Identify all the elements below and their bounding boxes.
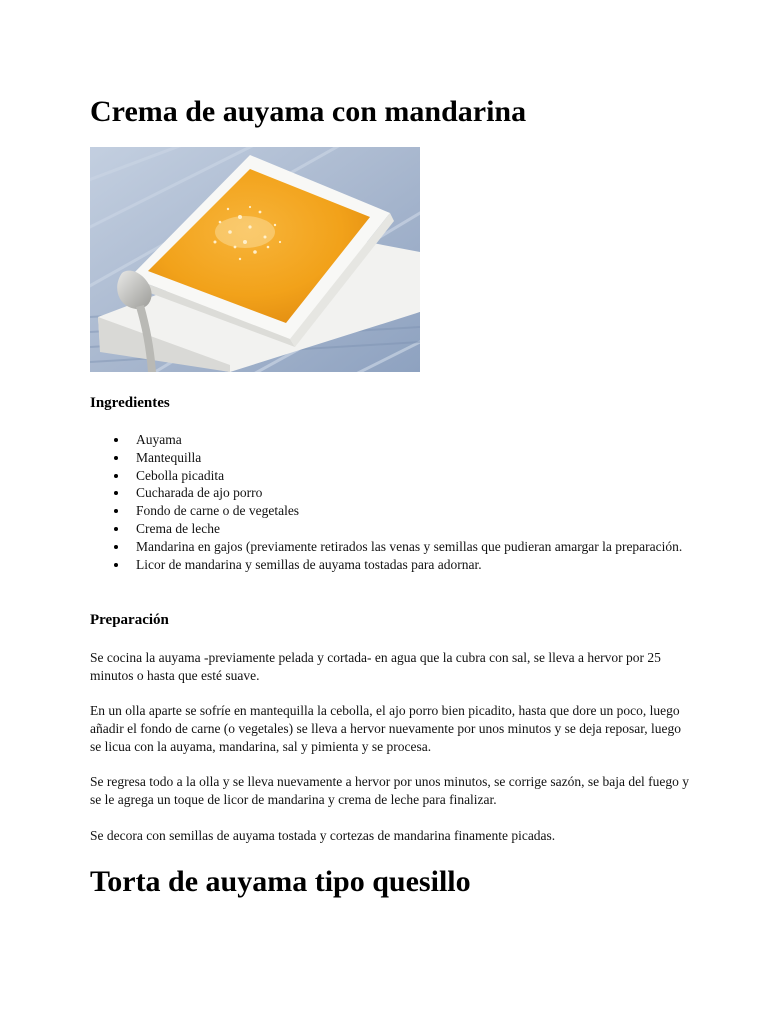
soup-bowl-illustration [90, 147, 420, 372]
ingredients-heading: Ingredientes [90, 395, 170, 411]
ingredient-item: Mandarina en gajos (previamente retirados las venas y semillas que pudieran amargar la preparación. [90, 538, 690, 556]
ingredient-item: Cebolla picadita [90, 467, 690, 485]
ingredient-item: Mantequilla [90, 449, 690, 467]
soup-photo [90, 147, 420, 372]
preparation-paragraph: Se cocina la auyama -previamente pelada y cortada- en agua que la cubra con sal, se lleva a hervor por 25 minutos o hasta que esté suave. [90, 650, 661, 683]
second-recipe-title: Torta de auyama tipo quesillo [90, 865, 471, 898]
ingredient-item: Crema de leche [90, 520, 690, 538]
ingredient-item: Licor de mandarina y semillas de auyama tostadas para adornar. [90, 556, 690, 574]
preparation-paragraph: En un olla aparte se sofríe en mantequilla la cebolla, el ajo porro bien picadito, hasta que dore un poco, luego añadir el fondo de carne (o vegetales) se lleva a hervor nuevamente por unos minutos y se deja reposar, luego se licua con la auyama, mandarina, sal y pimienta y se procesa. [90, 703, 681, 754]
ingredient-item: Cucharada de ajo porro [90, 484, 690, 502]
ingredient-item: Fondo de carne o de vegetales [90, 502, 690, 520]
preparation-heading: Preparación [90, 612, 169, 628]
preparation-paragraph: Se decora con semillas de auyama tostada y cortezas de mandarina finamente picadas. [90, 828, 556, 843]
ingredient-item: Auyama [90, 431, 690, 449]
preparation-paragraph: Se regresa todo a la olla y se lleva nuevamente a hervor por unos minutos, se corrige sazón, se baja del fuego y se le agrega un toque de licor de mandarina y crema de leche para finalizar. [90, 774, 690, 807]
recipe-title: Crema de auyama con mandarina [90, 95, 527, 128]
ingredients-list [90, 431, 690, 573]
